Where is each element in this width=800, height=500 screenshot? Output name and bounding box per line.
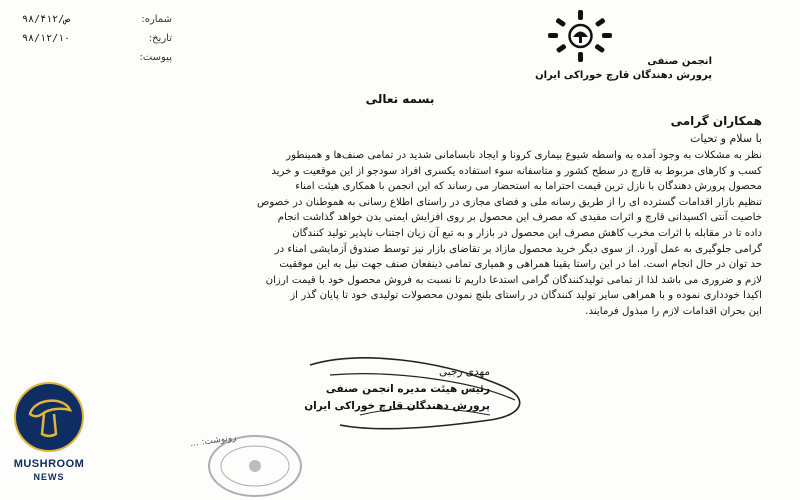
letter-line: حد توان در حال انجام است. اما در این راستا یقینا همراهی و همیاری تمامی ذینفعان صنف جهت نیل به این موفقیت: [279, 259, 762, 271]
letter-line: اکیدا خودداری نموده و با همراهی سایر تولید کنندگان در راستای بلنچ نمودن محصولات تولیدی خود تا پایان گذر از: [290, 290, 762, 302]
organization-line-2: پرورش دهندگان قارچ خوراکی ایران: [535, 70, 712, 81]
watermark-line-1: MUSHROOM: [13, 458, 85, 470]
meta-date-label: تاریخ:: [148, 33, 172, 44]
basmala-heading: بسمه تعالی: [365, 92, 435, 106]
official-stamp-icon: [200, 418, 310, 498]
meta-number-value: ۹۸/ص/۴۱۲: [22, 14, 71, 25]
signatory-title: رئیس هیئت مدیره انجمن صنفی: [325, 383, 490, 395]
meta-attachment-row: [22, 48, 172, 67]
signatory-name: مهدی رجبی: [438, 366, 490, 378]
meta-number-row: [22, 10, 172, 29]
letter-paragraph: [40, 148, 762, 320]
letter-body: [40, 110, 762, 320]
letter-line: تنظیم بازار اقدامات گسترده ای را از طریق رسانه ملی و فضای مجازی در راستای اطلاع رسانی به هموطنان در خصوص: [257, 196, 762, 208]
meta-date-row: [22, 29, 172, 48]
signature-block: [304, 364, 490, 415]
letter-line: لازم و ضروری می باشد لذا از تمامی تولیدکنندگان گرامی استدعا داریم تا نسبت به فروش محصول خود با قیمت ارزان: [265, 274, 762, 286]
letter-line: کسب و کارهای مربوط به قارچ در سطح کشور و متاسفانه سوء استفاده یکسری افراد سودجو از این موقعیت و خرید: [271, 165, 762, 177]
letter-line: داده تا در مقابله با اثرات مخرب کاهش مصرف این محصول در بازار و به تبع آن زیان اجتناب ناپذیر تولید کنندگان: [292, 227, 762, 239]
mushroom-news-watermark: [8, 382, 90, 494]
letter-line: محصول پرورش دهندگان با نازل ترین قیمت احتراما به استحضار می رساند که این انجمن با همکاری هیئت امناء: [295, 181, 762, 193]
letter-salutation: همکاران گرامی: [670, 114, 762, 128]
organization-line-1: انجمن صنفی: [647, 56, 712, 67]
letter-meta: [22, 10, 172, 67]
organization-name: [535, 55, 712, 83]
watermark-line-2: NEWS: [33, 472, 65, 482]
handwritten-note: رونوشت: ...: [189, 432, 238, 450]
letter-greeting: با سلام و تحیات: [690, 132, 762, 145]
signatory-org: پرورش دهندگان قارچ خوراکی ایران: [304, 400, 490, 412]
letter-line: خاصیت آنتی اکسیدانی قارچ و اثرات مفیدی که مصرف این محصول بر روی افزایش ایمنی بدن خواهد گذاشت انجام: [277, 212, 762, 224]
meta-number-label: شماره:: [141, 14, 172, 25]
meta-date-value: ۹۸/۱۲/۱۰: [22, 33, 71, 44]
letter-line: گرامی جلوگیری به عمل آورد. از سوی دیگر خرید محصول مازاد بر تقاضای بازار نیز توسط صندوق آزمایشی امناء در: [274, 243, 762, 255]
letter-line: نظر به مشکلات به وجود آمده به واسطه شیوع بیماری کرونا و ایجاد نابسامانی شدید در تمامی صنف‌ها و همینطور: [286, 150, 762, 161]
mushroom-logo-icon: [14, 382, 84, 452]
meta-attachment-label: پیوست:: [139, 52, 172, 63]
letter-line: این بحران اقدامات لازم را مبذول فرمایند.: [585, 305, 762, 317]
